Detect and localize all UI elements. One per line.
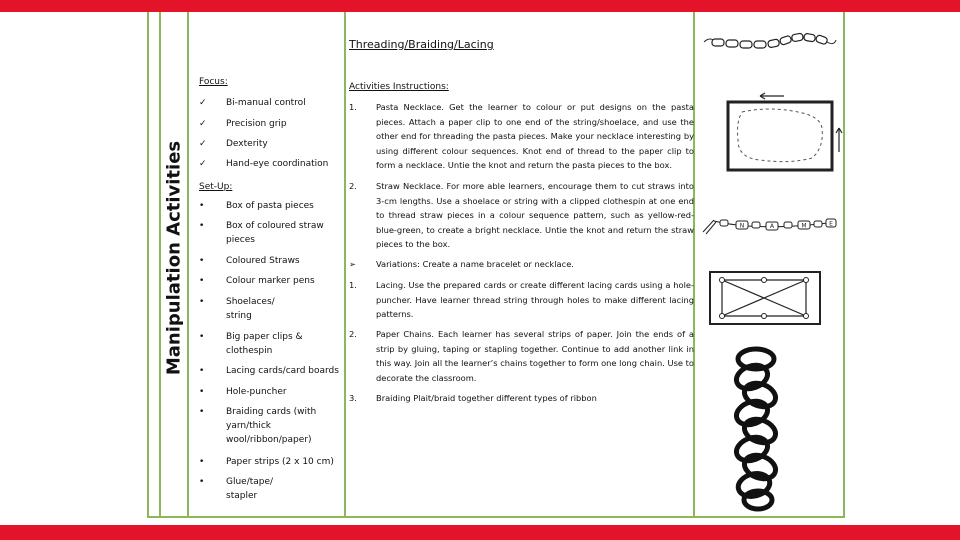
setup-item: • Coloured Straws [199,256,300,266]
lacing-card-illustration [700,88,845,183]
setup-item: • Shoelaces/ string [199,297,275,321]
setup-item: • Colour marker pens [199,276,315,286]
bullet-icon: • [199,201,205,211]
page-title: Threading/Braiding/Lacing [349,38,494,51]
straw-necklace-illustration [700,210,840,240]
instruction-step: ➢ Variations: Create a name bracelet or necklace. [349,257,694,272]
arrow-bullet-icon: ➢ [349,259,356,269]
instruction-step: 2. Straw Necklace. For more able learners, encourage them to cut straws into 3-cm lengths. Use a shoelace or string with a clipped clothespin at one end to thread straw pieces in a colour sequence pattern, such as yellow-red-blue-green, to create a bright necklace. Untie the knot and return the straw pieces to the box. [349,181,694,249]
focus-item: ✓ Hand-eye coordination [199,159,329,169]
focus-label: Focus: [199,77,228,87]
bullet-icon: • [199,276,205,286]
pasta-necklace-illustration [700,28,840,58]
instruction-step: 1. Lacing. Use the prepared cards or create different lacing cards using a hole-puncher. Have learner thread string through holes to make different lacing patterns. [349,280,694,319]
setup-item: • Box of coloured straw pieces [199,221,324,245]
instruction-step: 1. Pasta Necklace. Get the learner to colour or put designs on the pasta pieces. Attach a paper clip to one end of the string/shoelace, and use the other end for threading the pasta pieces. Make your necklace interesting by using different colour sequences. Knot end of thread to the paper clip to form a necklace. Untie the knot and return the pasta pieces to the box. [349,102,694,170]
bullet-icon: • [199,366,205,376]
straw-letter: E [829,220,833,228]
straw-letter: N [739,222,745,230]
bullet-icon: • [199,297,205,307]
check-icon: ✓ [199,159,207,169]
bullet-icon: • [199,256,205,266]
instruction-step: 3. Braiding Plait/braid together different types of ribbon [349,393,597,403]
setup-item: • Lacing cards/card boards [199,366,339,376]
check-icon: ✓ [199,119,207,129]
straw-letter: M [801,222,807,230]
bullet-icon: • [199,477,205,487]
setup-label: Set-Up: [199,182,233,192]
top-red-bar [0,0,960,12]
setup-item: • Hole-puncher [199,387,287,397]
check-icon: ✓ [199,98,207,108]
bullet-icon: • [199,457,205,467]
bullet-icon: • [199,387,205,397]
lacing-pattern-illustration [706,268,824,328]
setup-item: • Big paper clips & clothespin [199,332,303,356]
side-title: Manipulation Activities [163,140,185,376]
setup-item: • Braiding cards (with yarn/thick wool/ribbon/paper) [199,407,317,445]
focus-item: ✓ Dexterity [199,139,268,149]
paper-chain-illustration [722,345,792,513]
bottom-red-bar [0,525,960,540]
bullet-icon: • [199,332,205,342]
focus-item: ✓ Bi-manual control [199,98,306,108]
instructions-label: Activities Instructions: [349,82,449,92]
instruction-step: 2. Paper Chains. Each learner has several strips of paper. Join the ends of a strip by gluing, taping or stapling together. Continue to add another link in this way. Join all the learner’s chains together to form one long chain. Use to decorate the classroom. [349,329,694,383]
bullet-icon: • [199,221,205,231]
bullet-icon: • [199,407,205,417]
setup-item: • Glue/tape/ stapler [199,477,274,501]
straw-letter: A [769,223,775,230]
setup-item: • Paper strips (2 x 10 cm) [199,457,334,467]
setup-item: • Box of pasta pieces [199,201,314,211]
focus-item: ✓ Precision grip [199,119,287,129]
check-icon: ✓ [199,139,207,149]
